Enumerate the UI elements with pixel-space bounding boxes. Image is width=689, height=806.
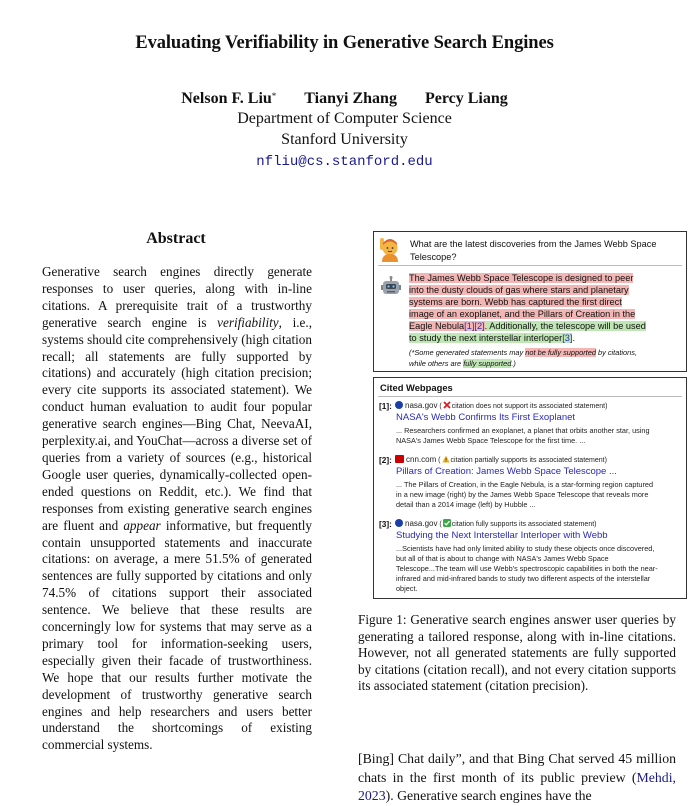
cited-webpages-header: Cited Webpages <box>380 382 453 393</box>
affiliation-university: Stanford University <box>281 131 408 148</box>
nasa-favicon-icon <box>395 401 403 409</box>
body-paragraph: [Bing] Chat daily”, and that Bing Chat served 45 million chats in the first month of its public preview (Mehdi, 2023). Generative search engines have the <box>358 751 676 804</box>
source-title-link[interactable]: Pillars of Creation: James Webb Space Telescope ... <box>396 466 617 477</box>
person-raising-hand-icon <box>378 236 400 262</box>
author-list <box>0 90 689 108</box>
abstract-heading: Abstract <box>146 230 206 247</box>
citation-link[interactable]: Mehdi, 2023 <box>358 769 676 804</box>
divider <box>378 396 682 397</box>
unsupported-statement: The James Webb Space Telescope is designed to peer into the dusty clouds of gas where stars and planetary systems are born. Webb has captured the first direct image of an exoplanet, and the Pillars of Creation in the Eagle Nebula <box>409 273 636 332</box>
warning-icon <box>442 455 450 463</box>
abstract-body: Generative search engines directly generate responses to user queries, along with in-line citations. A prerequisite trait of a trustworthy generative search engine is verifiability, i.e., systems should cite comprehensively (high citation recall; all statements are fully supported by citations) and accurately (high citation precision; every cite supports its associated statement). We conduct human evaluation to audit four popular generative search engines—Bing Chat, NeevaAI, perplexity.ai, and YouChat—across a diverse set of queries from a variety of sources (e.g., historical Google user queries, dynamically-collected open-ended questions on Reddit, etc.). We find that responses from existing generative search engines are fluent and appear informative, but frequently contain unsupported statements and inaccurate citations: on average, a mere 51.5% of generated sentences are fully supported by citations and only 74.5% of citations support their associated sentence. We believe that these results are concerningly low for systems that may serve as a primary tool for information-seeking users, especially given their facade of trustworthiness. We hope that our results further motivate the development of trustworthy generative search engines and help researchers and users better understand the shortcomings of existing commercial systems. <box>42 264 312 753</box>
source-snippet: ...Scientists have had only limited ability to study these objects once discovered, but all of that is about to change with NASA's James Webb Space Telescope...The team will use Webb's spectroscopic capabilities in both the near-infrared and mid-infrared bands to study two different aspects of the interstellar object. <box>396 544 658 594</box>
supported-statement: . Additionally, the telescope will be used to study the next interstellar interloper <box>409 321 646 344</box>
green-check-icon <box>443 519 451 527</box>
paper-title: Evaluating Verifiability in Generative Search Engines <box>135 33 554 53</box>
cnn-favicon-icon <box>395 455 404 463</box>
red-x-icon <box>443 401 451 409</box>
inline-citations[interactable]: [1][2] <box>464 321 485 332</box>
author-name: Tianyi Zhang <box>304 90 397 107</box>
robot-icon <box>380 276 402 298</box>
author-email[interactable]: nfliu@cs.stanford.edu <box>256 154 433 170</box>
generated-answer: The James Webb Space Telescope is designed to peer into the dusty clouds of gas where stars and planetary systems are born. Webb has captured the first direct image of an exoplanet, and the Pillars of Creation in the Eagle Nebula[1][2]. Additionally, the telescope will be used to study the next interstellar interloper[3]. <box>409 273 646 344</box>
email-line <box>0 152 689 170</box>
author-name: Percy Liang <box>424 90 508 107</box>
nasa-favicon-icon <box>395 519 403 527</box>
divider <box>378 265 682 266</box>
highlight-note: (*Some generated statements may not be fully supported by citations, while others are fully supported.) <box>409 348 638 368</box>
source-title-link[interactable]: Studying the Next Interstellar Interloper with Webb <box>396 530 608 541</box>
inline-citation[interactable]: [3] <box>562 333 573 344</box>
figure-caption: Figure 1: Generative search engines answer user queries by generating a tailored response, along with in-line citations. However, not all generated statements are fully supported by citations (citation recall), and not every citation supports its associated statement (citation precision). <box>358 612 676 694</box>
figure-query-panel <box>373 231 687 372</box>
author-footnote-mark: * <box>271 91 277 101</box>
user-question: What are the latest discoveries from the James Webb Space Telescope? <box>410 239 657 262</box>
source-title-link[interactable]: NASA's Webb Confirms Its First Exoplanet <box>396 412 576 423</box>
figure-cited-webpages: Cited Webpages [1]: nasa.gov ( citation does not support its associated statement) NASA's Webb Confirms Its First Exoplanet ... Researchers confirmed an exoplanet, a planet that orbits another star, using NASA's James Webb Space Telescope for the first time. ... [2]: cnn.com ( citation partially supports its associated statement) Pillars of Creation: James Webb Space Telescope ... ... The Pillars of Creation, in the Eagle Nebula, is a star-forming region captured in a new image (right) by the James Webb Space Telescope that reveals more detail than a 2014 image (left) by Hubble ... [3]: nasa.gov ( citation fully supports its associated statement) Studying the Next Interstellar Interloper with Webb ...Scientists have had only limited ability to study these objects once discovered, but all of that is about to change with NASA's James Webb Space Telescope...The team will use Webb's spectroscopic capabilities in both the near-infrared and mid-infrared bands to study two different aspects of the interstellar object. <box>373 377 687 599</box>
source-snippet: ... Researchers confirmed an exoplanet, a planet that orbits another star, using NASA's James Webb Space Telescope for the first time. ... <box>396 426 650 446</box>
source-snippet: ... The Pillars of Creation, in the Eagle Nebula, is a star-forming region captured in a new image (right) by the James Webb Space Telescope that reveals more detail than a 2014 image (left) by Hubble ... <box>396 480 654 510</box>
affiliation-department: Department of Computer Science <box>237 110 452 127</box>
author-name: Nelson F. Liu* <box>181 90 277 107</box>
